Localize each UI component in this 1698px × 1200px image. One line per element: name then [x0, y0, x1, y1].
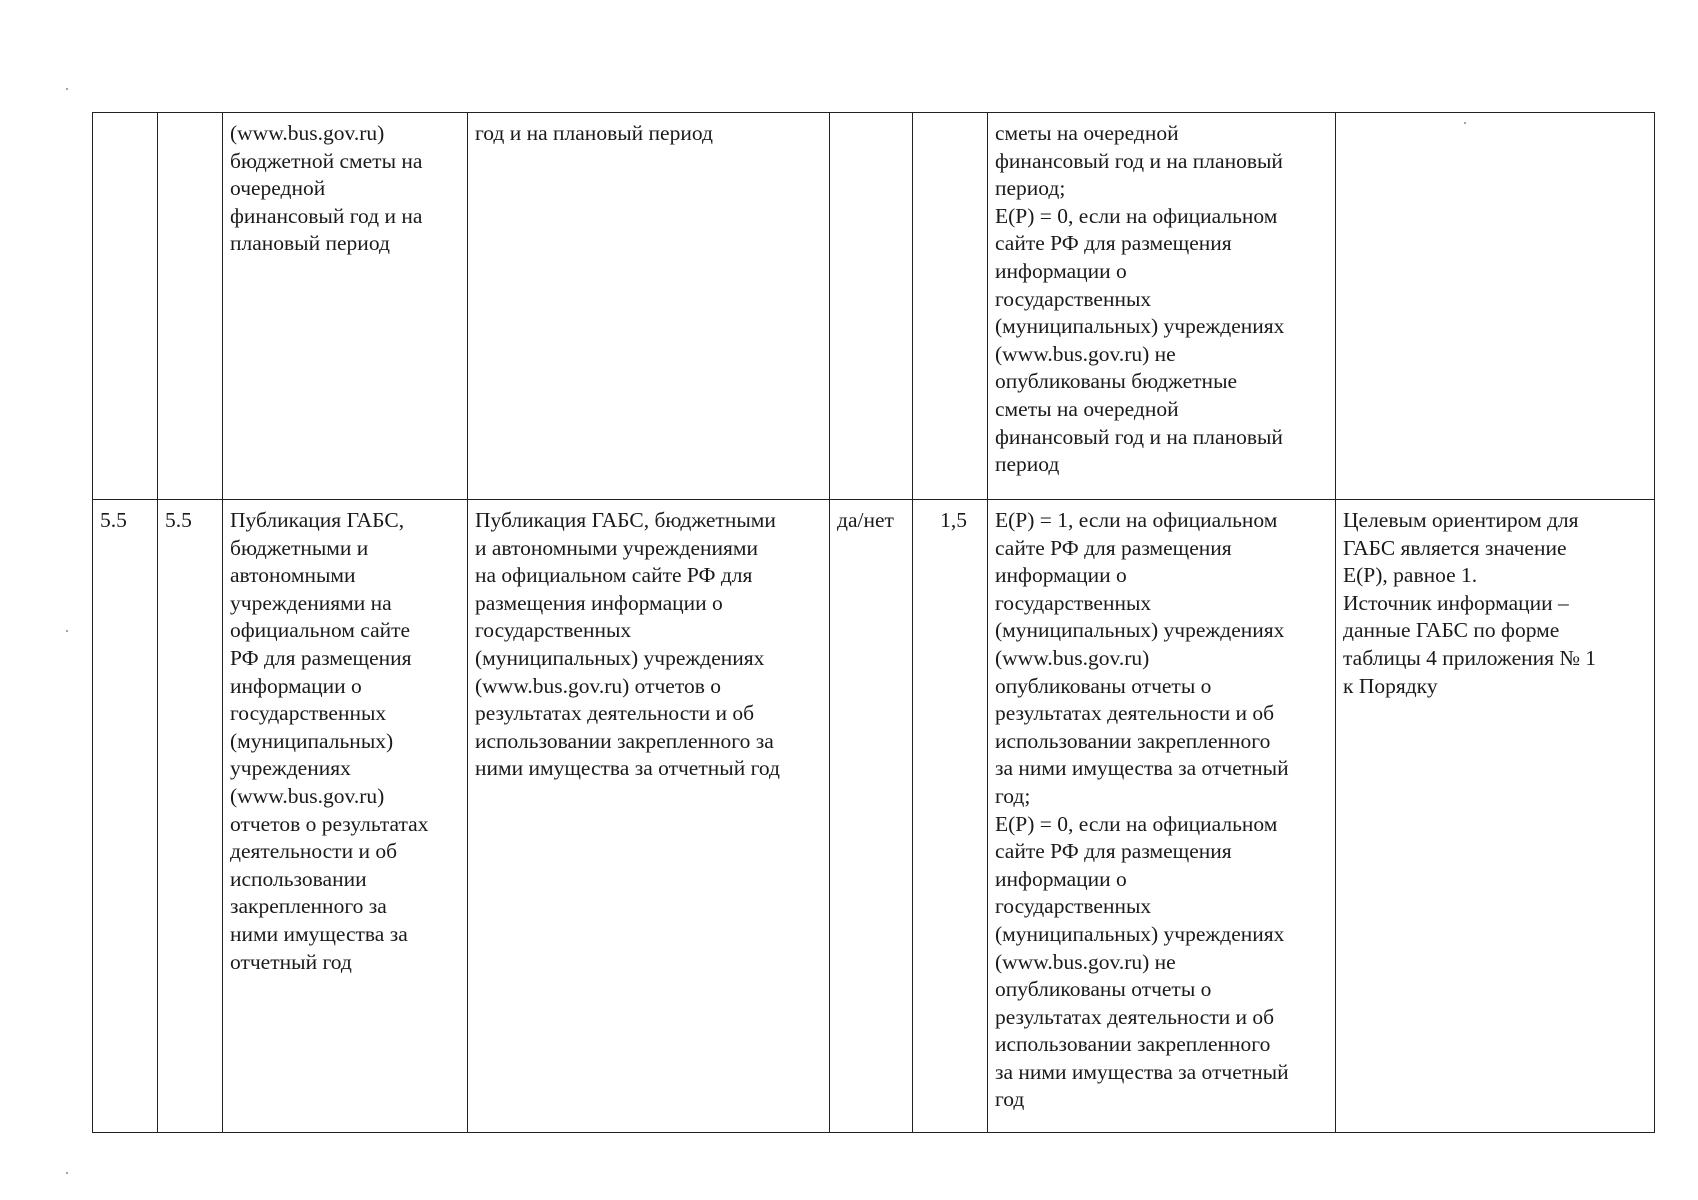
row-number-cell [93, 113, 158, 500]
criteria-table [92, 112, 1655, 1133]
formula-cell: E(P) = 1, если на официальном сайте РФ для размещения информации о государственных (муниципальных) учреждениях (www.bus.gov.ru) опубликованы отчеты о результатах деятельности и об использовании закрепленного за ними имущества за отчетный год; E(P) = 0, если на официальном сайте РФ для размещения информации о государственных (муниципальных) учреждениях (www.bus.gov.ru) не опубликованы отчеты о результатах деятельности и об использовании закрепленного за ними имущества за отчетный год [988, 500, 1336, 1133]
weight-cell [913, 113, 988, 500]
formula-cell: сметы на очередной финансовый год и на плановый период; E(P) = 0, если на официальном сайте РФ для размещения информации о государственных (муниципальных) учреждениях (www.bus.gov.ru) не опубликованы бюджетные сметы на очередной финансовый год и на плановый период [988, 113, 1336, 500]
indicator-name-cell: Публикация ГАБС, бюджетными и автономными учреждениями на официальном сайте РФ для размещения информации о государственных (муниципальных) учреждениях (www.bus.gov.ru) отчетов о результатах деятельности и об использовании закрепленного за ними имущества за отчетный год [223, 500, 468, 1133]
indicator-description-cell: Публикация ГАБС, бюджетными и автономными учреждениями на официальном сайте РФ для размещения информации о государственных (муниципальных) учреждениях (www.bus.gov.ru) отчетов о результатах деятельности и об использовании закрепленного за ними имущества за отчетный год [468, 500, 830, 1133]
table-row [93, 113, 1655, 500]
weight-cell: 1,5 [913, 500, 988, 1133]
row-code-cell: 5.5 [158, 500, 223, 1133]
indicator-description-cell: год и на плановый период [468, 113, 830, 500]
document-page [92, 112, 1654, 1133]
row-code-cell [158, 113, 223, 500]
comment-cell: Целевым ориентиром для ГАБС является значение E(P), равное 1. Источник информации – данные ГАБС по форме таблицы 4 приложения № 1 к Порядку [1336, 500, 1655, 1133]
scan-speck [66, 1172, 68, 1174]
indicator-name-cell: (www.bus.gov.ru) бюджетной сметы на очередной финансовый год и на плановый период [223, 113, 468, 500]
unit-cell: да/нет [830, 500, 913, 1133]
scan-speck [66, 88, 68, 90]
row-number-cell: 5.5 [93, 500, 158, 1133]
comment-cell [1336, 113, 1655, 500]
unit-cell [830, 113, 913, 500]
table-row [93, 500, 1655, 1133]
scan-speck [1464, 122, 1466, 124]
scan-speck [66, 630, 68, 632]
